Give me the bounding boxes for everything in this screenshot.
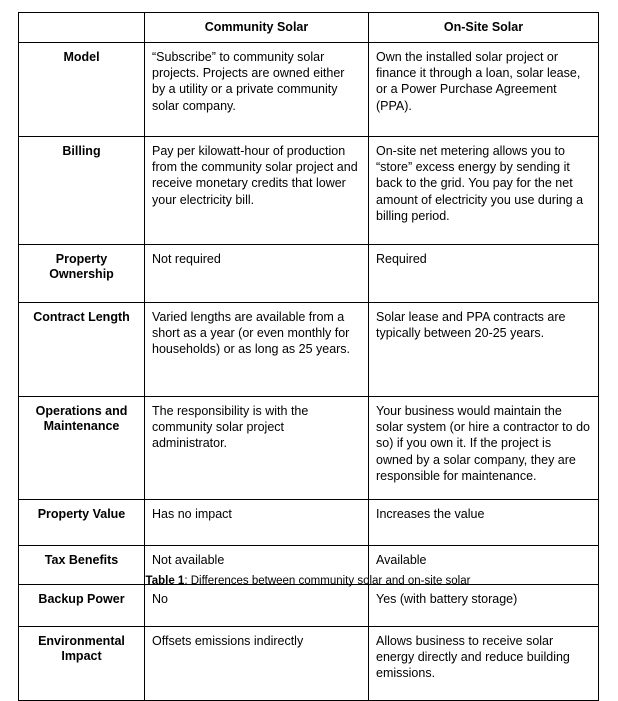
table-row [19,585,599,627]
cell-backup-power-onsite: Yes (with battery storage) [369,585,599,627]
cell-tax-benefits-onsite: Available [369,546,599,585]
comparison-table [18,12,599,701]
table-corner-cell [19,13,145,43]
cell-operations-and-maintenance-community: The responsibility is with the community solar project administrator. [145,397,369,500]
cell-operations-and-maintenance-onsite: Your business would maintain the solar system (or hire a contractor to do so) if you own it. If the project is owned by a solar company, they are responsible for maintenance. [369,397,599,500]
table-row [19,627,599,701]
cell-contract-length-community: Varied lengths are available from a short as a year (or even monthly for households) or as long as 25 years. [145,303,369,397]
table-caption-text: : Differences between community solar and on-site solar [184,575,471,587]
table-row [19,43,599,137]
table-header-row [19,13,599,43]
row-label-contract-length: Contract Length [19,303,145,397]
table-row [19,500,599,546]
cell-contract-length-onsite: Solar lease and PPA contracts are typically between 20-25 years. [369,303,599,397]
cell-environmental-impact-community: Offsets emissions indirectly [145,627,369,701]
column-header-community-solar: Community Solar [145,13,369,43]
cell-environmental-impact-onsite: Allows business to receive solar energy directly and reduce building emissions. [369,627,599,701]
row-label-property-ownership: Property Ownership [19,245,145,303]
table-row [19,397,599,500]
row-label-property-value: Property Value [19,500,145,546]
cell-property-value-community: Has no impact [145,500,369,546]
row-label-tax-benefits: Tax Benefits [19,546,145,585]
cell-property-value-onsite: Increases the value [369,500,599,546]
table-caption-label: Table 1 [145,575,185,587]
row-label-billing: Billing [19,137,145,245]
row-label-operations-and-maintenance: Operations and Maintenance [19,397,145,500]
table-row [19,245,599,303]
cell-model-onsite: Own the installed solar project or finance it through a loan, solar lease, or a Power Purchase Agreement (PPA). [369,43,599,137]
comparison-table-container [18,12,598,701]
column-header-on-site-solar: On-Site Solar [369,13,599,43]
cell-property-ownership-onsite: Required [369,245,599,303]
row-label-model: Model [19,43,145,137]
cell-backup-power-community: No [145,585,369,627]
cell-billing-onsite: On-site net metering allows you to “store” excess energy by sending it back to the grid. You pay for the net amount of electricity you use during a billing period. [369,137,599,245]
row-label-backup-power: Backup Power [19,585,145,627]
table-caption [18,574,598,588]
cell-tax-benefits-community: Not available [145,546,369,585]
table-row [19,137,599,245]
table-row [19,303,599,397]
row-label-environmental-impact: Environmental Impact [19,627,145,701]
cell-billing-community: Pay per kilowatt-hour of production from the community solar project and receive monetary credits that lower your electricity bill. [145,137,369,245]
cell-model-community: “Subscribe” to community solar projects. Projects are owned either by a utility or a private community solar company. [145,43,369,137]
cell-property-ownership-community: Not required [145,245,369,303]
